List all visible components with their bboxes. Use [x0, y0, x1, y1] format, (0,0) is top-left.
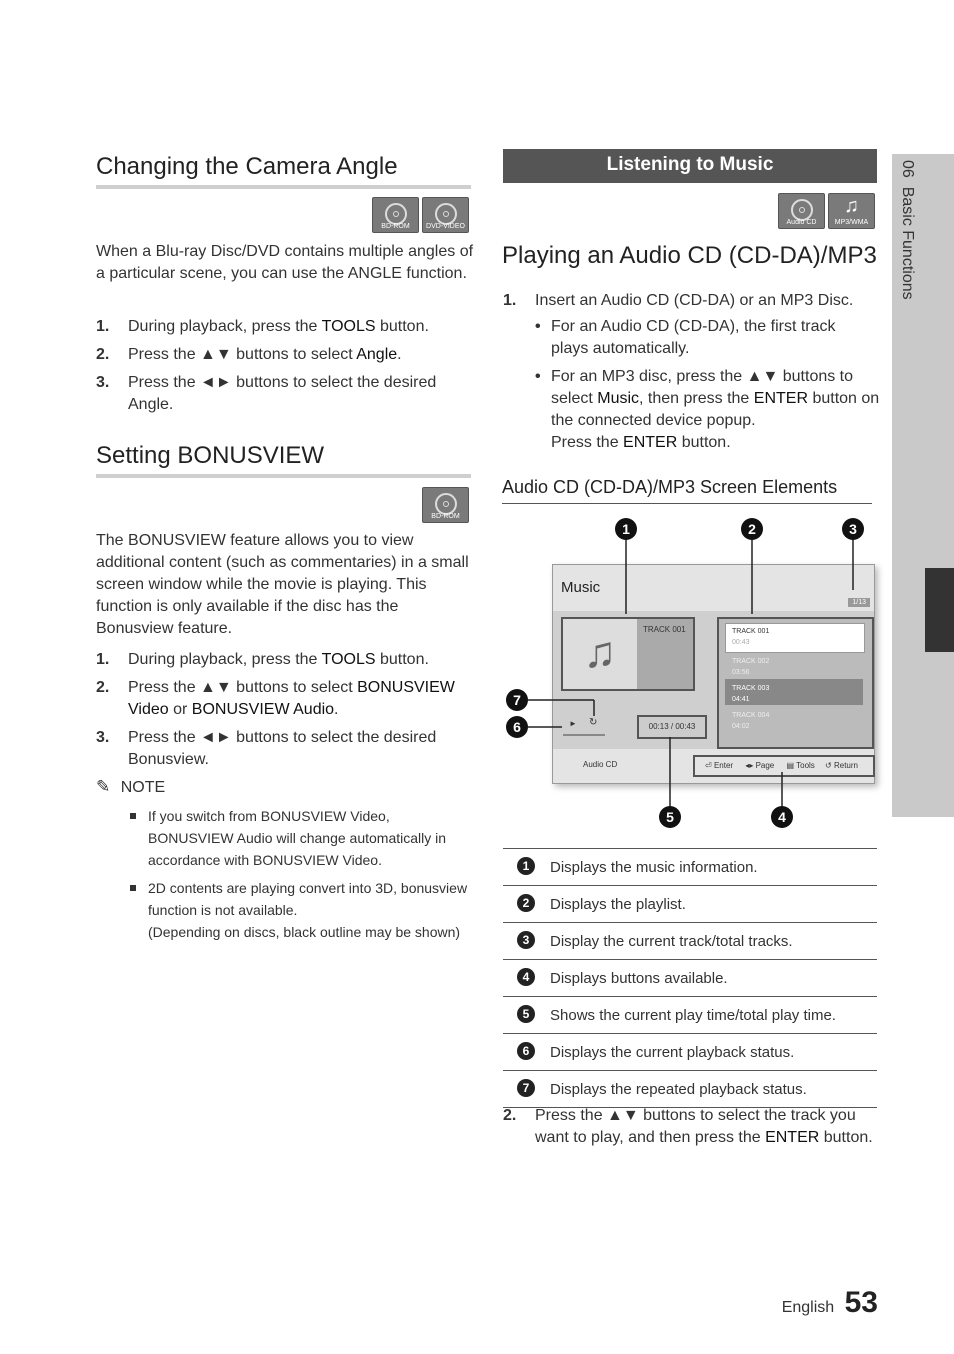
table-row: 3 Display the current track/total tracks.: [503, 923, 877, 960]
page-button-hint: ◂▸ Page: [745, 761, 775, 770]
note-item: If you switch from BONUSVIEW Video, BONUSVIEW Audio will change automatically in accordance with BONUSVIEW Video.: [130, 805, 470, 871]
audio-cd-icon: Audio CD: [778, 193, 825, 229]
bullet-square: [130, 885, 136, 891]
dvd-video-icon: DVD-VIDEO: [422, 197, 469, 233]
track-counter: 1/13: [848, 598, 870, 607]
tools-button-hint: ▤ Tools: [786, 761, 815, 770]
music-step-2: 2. Press the ▲▼ buttons to select the track you want to play, and then press the ENTER button.: [503, 1107, 873, 1146]
bonusview-intro: The BONUSVIEW feature allows you to view additional content (such as commentaries) in a small screen window while the movie is playing. This function is only available if the disc has the Bonusview feature.: [96, 532, 469, 637]
callout-5: 5: [659, 806, 681, 828]
table-row: 1 Displays the music information.: [503, 849, 877, 886]
screen-elements-table: [503, 848, 877, 1108]
screen-source: Audio CD: [583, 760, 618, 769]
screen-header: Music: [561, 579, 601, 596]
note-label: NOTE: [120, 779, 166, 796]
bd-rom-icon: BD-ROM: [372, 197, 419, 233]
camera-intro: When a Blu-ray Disc/DVD contains multiple angles of a particular scene, you can use the ANGLE function.: [96, 243, 474, 282]
bullet-square: [130, 813, 136, 819]
bd-rom-icon: BD-ROM: [422, 487, 469, 523]
side-tab-label: [892, 160, 922, 360]
callout-1: 1: [615, 518, 637, 540]
table-row: 5 Shows the current play time/total play time.: [503, 997, 877, 1034]
camera-step-1: 1. During playback, press the TOOLS button.: [96, 318, 429, 335]
play-time-box: 00:13 / 00:43: [637, 715, 707, 739]
note-item: 2D contents are playing convert into 3D, bonusview function is not available. (Depending on discs, black outline may be shown): [130, 877, 470, 943]
callout-6: 6: [506, 716, 528, 738]
chapter-number: 06: [899, 160, 916, 178]
page-number: 53: [844, 1286, 878, 1319]
table-row: 2 Displays the playlist.: [503, 886, 877, 923]
callout-7: 7: [506, 689, 528, 711]
note-header: [96, 777, 165, 797]
camera-angle-title: Changing the Camera Angle: [96, 153, 398, 180]
pencil-icon: ✎: [96, 777, 111, 796]
music-step-1: 1. Insert an Audio CD (CD-DA) or an MP3 Disc.: [503, 292, 854, 309]
listening-banner: Listening to Music: [503, 149, 877, 183]
footer: [760, 1286, 878, 1320]
table-row: 6 Displays the current playback status.: [503, 1034, 877, 1071]
play-status-icon: ►: [569, 719, 577, 728]
enter-button-hint: ⏎ Enter: [705, 761, 734, 770]
table-row: 4 Displays buttons available.: [503, 960, 877, 997]
album-art: ♫: [563, 619, 637, 689]
bonusview-title: Setting BONUSVIEW: [96, 442, 325, 469]
subtitle-rule: [502, 503, 872, 504]
bonusview-step-3: 3. Press the ◄► buttons to select the desired Bonusview.: [96, 729, 437, 768]
camera-step-2: 2. Press the ▲▼ buttons to select Angle.: [96, 346, 402, 363]
callout-4: 4: [771, 806, 793, 828]
callout-2: 2: [741, 518, 763, 540]
return-button-hint: ↺ Return: [825, 761, 858, 770]
camera-step-3: 3. Press the ◄► buttons to select the desired Angle.: [96, 374, 437, 413]
callout-lines: [500, 510, 880, 830]
repeat-icon: ↻: [589, 717, 598, 728]
table-row: 7 Displays the repeated playback status.: [503, 1071, 877, 1108]
chapter-title: Basic Functions: [899, 186, 916, 300]
footer-language: English: [781, 1299, 835, 1316]
bonusview-step-2: 2. Press the ▲▼ buttons to select BONUSVIEW Video or BONUSVIEW Audio.: [96, 679, 455, 718]
music-bullet-1: • For an Audio CD (CD-DA), the first track plays automatically.: [535, 318, 836, 357]
camera-title-rule: [96, 185, 471, 189]
side-tab-marker: [925, 568, 954, 652]
bonusview-step-1: 1. During playback, press the TOOLS button.: [96, 651, 429, 668]
current-track: TRACK 001: [643, 625, 686, 634]
callout-3: 3: [842, 518, 864, 540]
screen-elements-subtitle: Audio CD (CD-DA)/MP3 Screen Elements: [502, 477, 838, 497]
bonusview-title-rule: [96, 474, 471, 478]
music-bullet-2: • For an MP3 disc, press the ▲▼ buttons to select Music, then press the ENTER button on the connected device popup. Press the ENTER button.: [535, 368, 880, 451]
mp3-icon: ♫ MP3/WMA: [828, 193, 875, 229]
playlist-box: TRACK 001 00:43 TRACK 002 03:56 TRACK 003 04:41 TRACK 004 04:02: [717, 617, 874, 749]
audio-cd-title: Playing an Audio CD (CD-DA)/MP3: [502, 242, 877, 269]
